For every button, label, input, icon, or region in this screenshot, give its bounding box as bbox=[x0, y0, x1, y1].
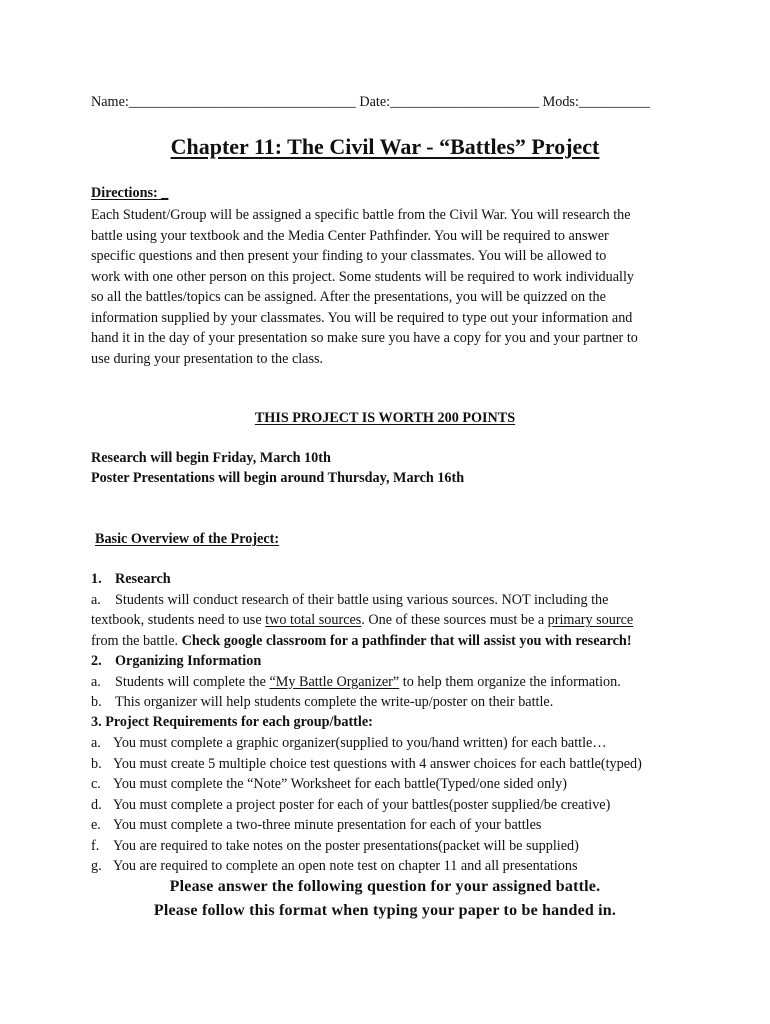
item-text: Students will complete the bbox=[115, 673, 270, 690]
battle-organizer-text: “My Battle Organizer” bbox=[269, 673, 400, 690]
directions-line: battle using your textbook and the Media Center Pathfinder. You will be required to answer bbox=[91, 227, 609, 244]
list-item bbox=[91, 775, 567, 793]
list-item bbox=[91, 857, 578, 875]
primary-source-text: primary source bbox=[547, 612, 634, 628]
item-text: You must complete a project poster for each of your battles(poster supplied/be creative) bbox=[113, 796, 611, 813]
page-title: Chapter 11: The Civil War - “Battles” Project bbox=[170, 134, 600, 159]
section-title: Research bbox=[115, 571, 171, 587]
section-title: Organizing Information bbox=[115, 653, 262, 669]
list-item bbox=[91, 755, 642, 773]
list-item bbox=[91, 816, 541, 834]
section-research-heading bbox=[91, 570, 171, 588]
section-organizing-heading bbox=[91, 652, 261, 670]
list-item bbox=[91, 796, 610, 814]
directions-blank: _ bbox=[157, 185, 169, 201]
item-text: You are required to take notes on the poster presentations(packet will be supplied) bbox=[113, 837, 579, 854]
item-text: Students will conduct research of their battle using various sources. NOT including the bbox=[115, 592, 609, 608]
directions-line: specific questions and then present your finding to your classmates. You will be allowed to bbox=[91, 248, 607, 264]
closing-instruction: Please follow this format when typing your paper to be handed in. bbox=[153, 902, 617, 919]
item-letter: c. bbox=[91, 776, 101, 792]
list-item bbox=[91, 591, 608, 609]
item-text: . One of these sources must be a bbox=[361, 612, 548, 628]
mods-label: Mods: bbox=[542, 94, 579, 110]
directions-line: Each Student/Group will be assigned a specific battle from the Civil War. You will research the bbox=[91, 207, 631, 223]
item-letter: b. bbox=[91, 694, 102, 710]
item-text: textbook, students need to use bbox=[91, 612, 266, 628]
list-item bbox=[91, 693, 553, 711]
section-number: 1. bbox=[91, 571, 102, 587]
points-notice: THIS PROJECT IS WORTH 200 POINTS bbox=[254, 410, 516, 426]
item-letter: e. bbox=[91, 817, 101, 833]
section-number: 2. bbox=[91, 653, 102, 669]
research-start-date: Research will begin Friday, March 10th bbox=[91, 450, 331, 466]
list-item bbox=[91, 673, 621, 691]
item-text: from the battle. bbox=[91, 632, 182, 649]
item-text: to help them organize the information. bbox=[399, 673, 621, 690]
item-text: You must complete the “Note” Worksheet for each battle(Typed/one sided only) bbox=[113, 776, 567, 792]
item-text: This organizer will help students complete the write-up/poster on their battle. bbox=[115, 694, 554, 710]
item-letter: f. bbox=[91, 837, 100, 854]
list-item-continued bbox=[91, 632, 632, 650]
item-text: You must create 5 multiple choice test questions with 4 answer choices for each battle(typed) bbox=[113, 755, 642, 772]
item-text: You must complete a two-three minute presentation for each of your battles bbox=[113, 817, 542, 833]
overview-heading: Basic Overview of the Project: bbox=[95, 531, 280, 547]
directions-line: work with one other person on this project. Some students will be required to work individually bbox=[91, 268, 634, 285]
item-letter: g. bbox=[91, 858, 102, 874]
list-item bbox=[91, 837, 579, 855]
header-fields bbox=[91, 93, 650, 111]
directions-heading: Directions: bbox=[91, 185, 158, 201]
list-item-continued bbox=[91, 611, 633, 629]
name-label: Name: bbox=[91, 94, 129, 110]
item-letter: a. bbox=[91, 673, 101, 690]
item-letter: b. bbox=[91, 755, 102, 772]
date-blank: _____________________ bbox=[390, 94, 540, 110]
name-blank: ________________________________ bbox=[128, 94, 356, 110]
date-label: Date: bbox=[359, 94, 391, 110]
section-requirements-heading: 3. Project Requirements for each group/battle: bbox=[91, 714, 373, 730]
item-letter: d. bbox=[91, 796, 102, 813]
pathfinder-note: Check google classroom for a pathfinder that will assist you with research! bbox=[181, 632, 632, 649]
item-letter: a. bbox=[91, 592, 101, 608]
directions-line: hand it in the day of your presentation so make sure you have a copy for you and your partner to bbox=[91, 330, 638, 346]
two-total-sources-text: two total sources bbox=[265, 612, 362, 628]
poster-presentation-date: Poster Presentations will begin around Thursday, March 16th bbox=[91, 470, 465, 486]
item-text: You must complete a graphic organizer(supplied to you/hand written) for each battle… bbox=[113, 735, 607, 751]
item-letter: a. bbox=[91, 735, 101, 751]
list-item bbox=[91, 734, 607, 752]
item-text: You are required to complete an open note test on chapter 11 and all presentations bbox=[113, 858, 578, 874]
directions-line: use during your presentation to the class. bbox=[91, 350, 324, 367]
directions-line: information supplied by your classmates. You will be required to type out your information and bbox=[91, 309, 633, 326]
closing-instruction: Please answer the following question for your assigned battle. bbox=[169, 878, 601, 895]
directions-line: so all the battles/topics can be assigned. After the presentations, you will be quizzed on the bbox=[91, 289, 606, 305]
directions-heading-row bbox=[91, 184, 168, 202]
mods-blank: __________ bbox=[578, 94, 650, 110]
